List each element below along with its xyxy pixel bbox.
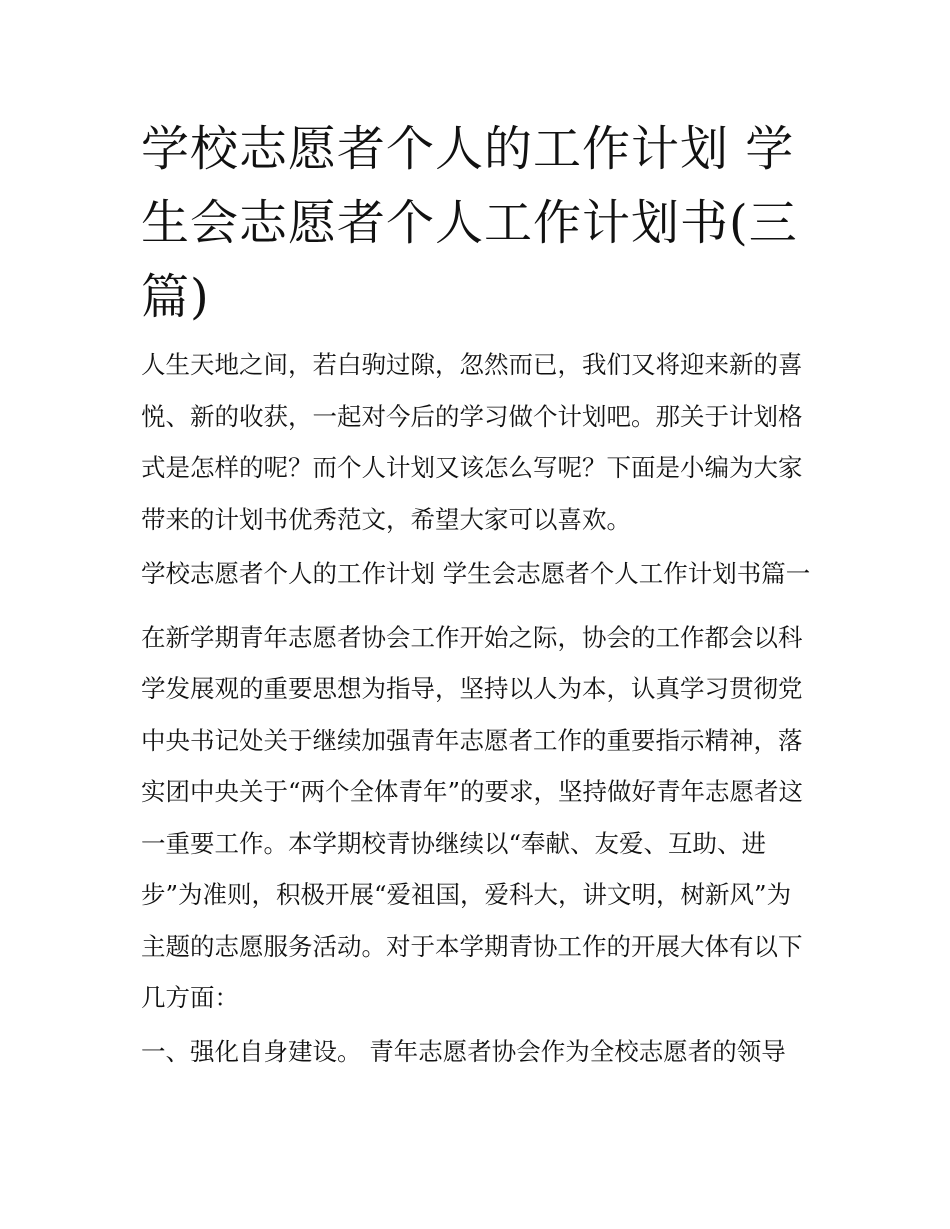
body-paragraph-1: 在新学期青年志愿者协会工作开始之际，协会的工作都会以科学发展观的重要思想为指导，坚持以人为本，认真学习贯彻党中央书记处关于继续加强青年志愿者工作的重要指示精神，落实团中央关于“两个全体青年”的要求，坚持做好青年志愿者这一重要工作。本学期校青协继续以“奉献、友爱、互助、进步”为准则，积极开展“爱祖国，爱科大，讲文明，树新风”为主题的志愿服务活动。对于本学期青协工作的开展大体有以下几方面： (141, 622, 804, 1012)
section-heading: 学校志愿者个人的工作计划 学生会志愿者个人工作计划书篇一 (141, 559, 811, 588)
body-paragraph-2: 一、强化自身建设。 青年志愿者协会作为全校志愿者的领导 (141, 1036, 786, 1066)
document-title: 学校志愿者个人的工作计划 学生会志愿者个人工作计划书(三篇) (141, 121, 798, 325)
intro-paragraph: 人生天地之间，若白驹过隙，忽然而已，我们又将迎来新的喜悦、新的收获，一起对今后的学习做个计划吧。那关于计划格式是怎样的呢？而个人计划又该怎么写呢？下面是小编为大家带来的计划书优秀范文，希望大家可以喜欢。 (141, 350, 803, 534)
document-content (141, 112, 813, 1077)
